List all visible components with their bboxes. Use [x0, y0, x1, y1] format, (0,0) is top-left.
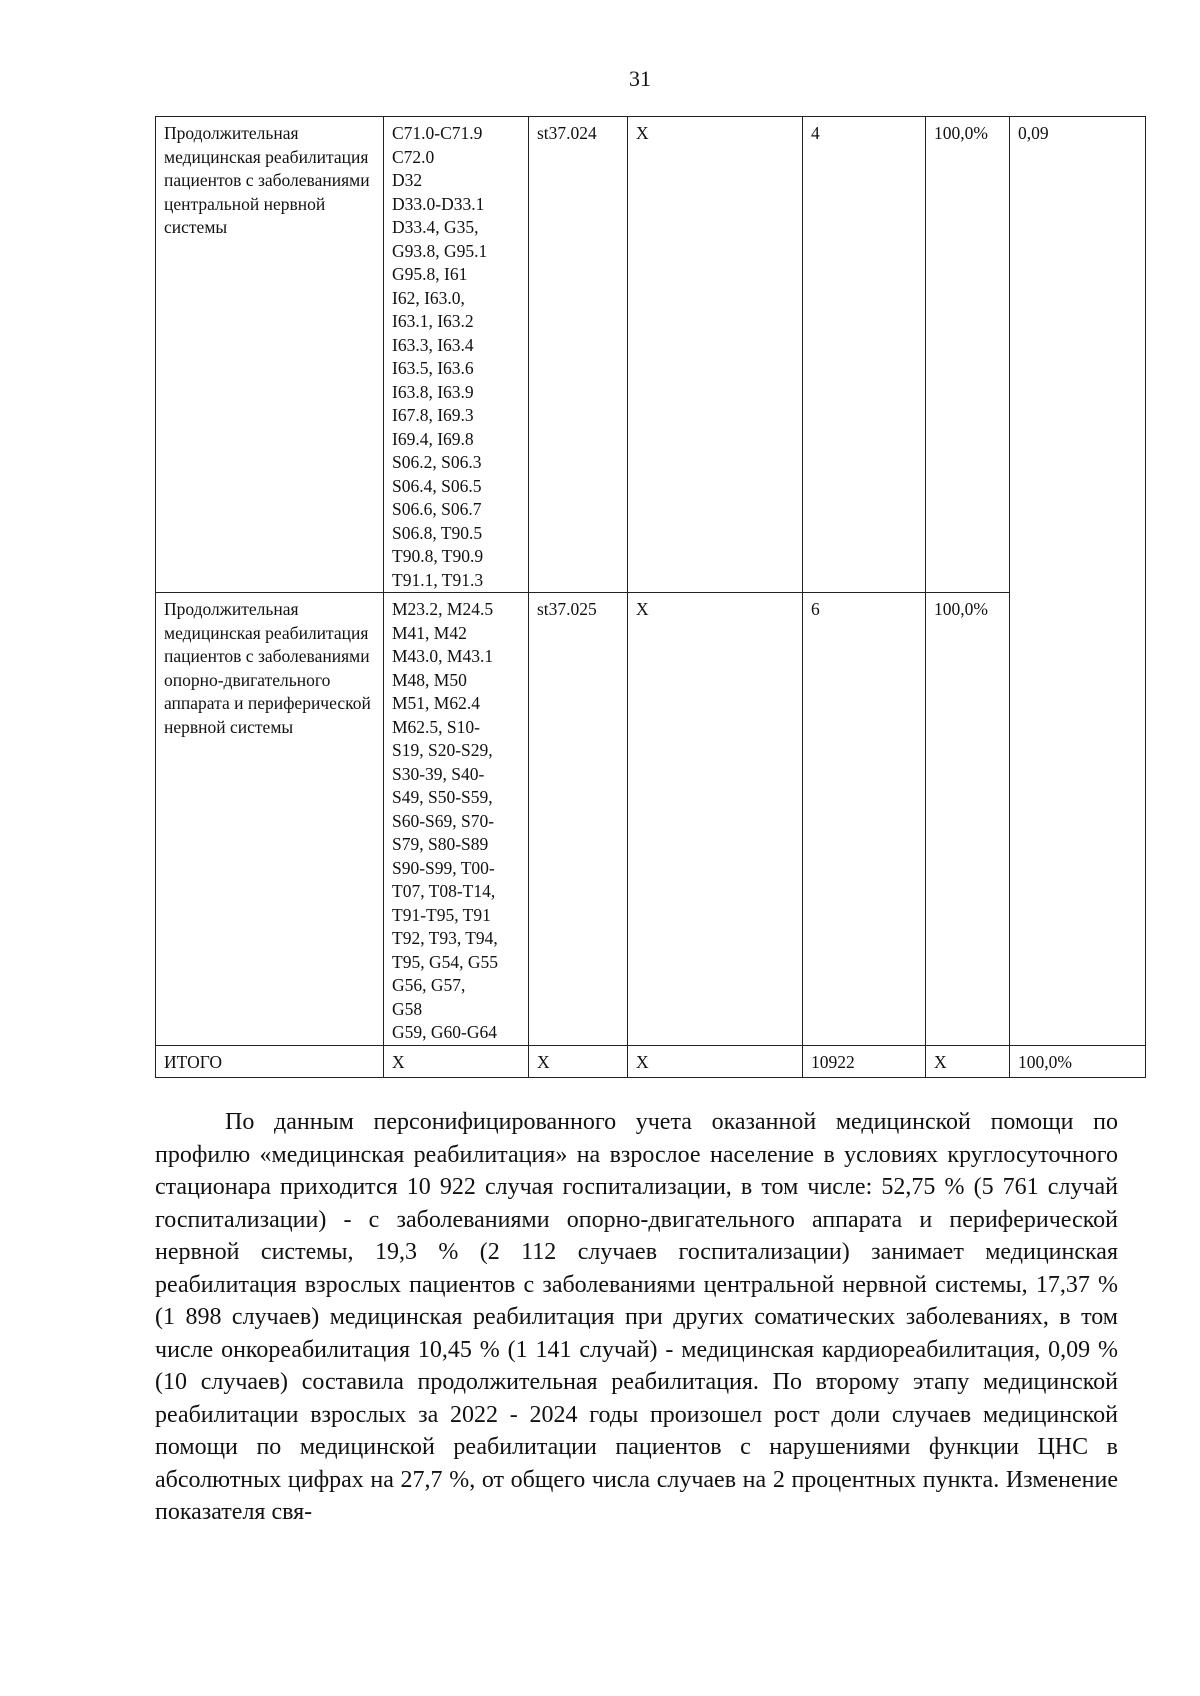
code-line: T95, G54, G55 [392, 951, 498, 972]
total-label: ИТОГО [156, 1045, 384, 1077]
ksg-code-cell: st37.024 [529, 117, 628, 593]
code-line: T90.8, T90.9 [392, 546, 484, 566]
total-ksg-cell: X [529, 1045, 628, 1077]
code-line: C71.0-C71.9 [392, 123, 483, 143]
code-line: I62, I63.0, [392, 287, 465, 308]
code-line: I67.8, I69.3 [392, 405, 474, 425]
code-line: T91.1, T91.3 [392, 569, 484, 590]
case-count-cell: 6 [803, 593, 926, 1046]
code-line: S06.4, S06.5 [392, 475, 482, 496]
code-line: S06.8, T90.5 [392, 522, 483, 543]
code-line: S90-S99, T00- [392, 857, 495, 878]
code-line: M23.2, M24.5 [392, 599, 494, 619]
code-line: T91-T95, T91 [392, 904, 491, 925]
diagnosis-codes-cell [384, 117, 529, 593]
code-line: S49, S50-S59, [392, 787, 493, 807]
total-share-cell: 0,09 [1010, 117, 1146, 1046]
code-line: I63.1, I63.2 [392, 311, 474, 331]
ksg-code-cell: st37.025 [529, 593, 628, 1046]
total-row [156, 1045, 1146, 1077]
share-cell: 100,0% [926, 593, 1010, 1046]
service-name-cell: Продолжительная медицинская реабилитация пациентов с заболеваниями опорно-двигательного аппарата и периферической нервной системы [156, 593, 384, 1046]
code-line: M62.5, S10- [392, 716, 480, 737]
total-share-x-cell: X [926, 1045, 1010, 1077]
code-line: S19, S20-S29, [392, 740, 493, 760]
code-line: S79, S80-S89 [392, 834, 489, 854]
share-cell: 100,0% [926, 117, 1010, 593]
code-line: G95.8, I61 [392, 264, 468, 284]
code-line: S60-S69, S70- [392, 810, 495, 831]
body-paragraph-block [155, 1106, 1118, 1529]
code-line: D33.4, G35, [392, 217, 479, 237]
code-line: I63.3, I63.4 [392, 334, 474, 355]
code-line: S06.6, S06.7 [392, 499, 482, 519]
code-line: G56, G57, [392, 975, 466, 995]
code-line: M43.0, M43.1 [392, 646, 494, 666]
code-line: M41, M42 [392, 622, 467, 643]
table-row [156, 117, 1146, 593]
rehabilitation-table [155, 116, 1146, 1078]
code-line: D33.0-D33.1 [392, 193, 485, 214]
total-percent-cell: 100,0% [1010, 1045, 1146, 1077]
total-count-cell: 10922 [803, 1045, 926, 1077]
coefficient-cell: X [628, 117, 803, 593]
code-line: S06.2, S06.3 [392, 452, 482, 472]
diagnosis-codes-cell [384, 593, 529, 1046]
coefficient-cell: X [628, 593, 803, 1046]
code-line: G59, G60-G64 [392, 1022, 497, 1042]
code-line: C72.0 [392, 146, 435, 167]
code-line: T92, T93, T94, [392, 928, 498, 948]
code-line: G93.8, G95.1 [392, 240, 488, 261]
total-codes-cell: X [384, 1045, 529, 1077]
page-number: 31 [629, 66, 651, 91]
case-count-cell: 4 [803, 117, 926, 593]
body-paragraph: По данным персонифицированного учета оказанной медицинской помощи по профилю «медицинская реабилитация» на взрослое население в условиях круглосуточного стационара приходится 10 922 случая госпитализации, в том числе: 52,75 % (5 761 случай госпитализации) - с заболеваниями опорно-двигательного аппарата и периферической нервной системы, 19,3 % (2 112 случаев госпитализации) занимает медицинская реабилитация взрослых пациентов с заболеваниями центральной нервной системы, 17,37 % (1 898 случаев) медицинская реабилитация при других соматических заболеваниях, в том числе онкореабилитация 10,45 % (1 141 случай) - медицинская кардиореабилитация, 0,09 % (10 случаев) составила продолжительная реабилитация. По второму этапу медицинской реабилитации взрослых за 2022 - 2024 годы произошел рост доли случаев медицинской помощи по медицинской реабилитации пациентов с нарушениями функции ЦНС в абсолютных цифрах на 27,7 %, от общего числа случаев на 2 процентных пункта. Изменение показателя свя- [155, 1109, 1118, 1525]
code-line: T07, T08-T14, [392, 881, 496, 901]
service-name-cell: Продолжительная медицинская реабилитация пациентов с заболеваниями центральной нервной системы [156, 117, 384, 593]
code-line: D32 [392, 170, 423, 190]
code-line: M48, M50 [392, 669, 467, 690]
code-line: S30-39, S40- [392, 763, 485, 784]
code-line: G58 [392, 998, 423, 1019]
total-coefficient-cell: X [628, 1045, 803, 1077]
code-line: M51, M62.4 [392, 693, 480, 713]
table-row [156, 593, 1146, 1046]
code-line: I69.4, I69.8 [392, 428, 474, 449]
code-line: I63.8, I63.9 [392, 381, 474, 402]
code-line: I63.5, I63.6 [392, 358, 474, 378]
